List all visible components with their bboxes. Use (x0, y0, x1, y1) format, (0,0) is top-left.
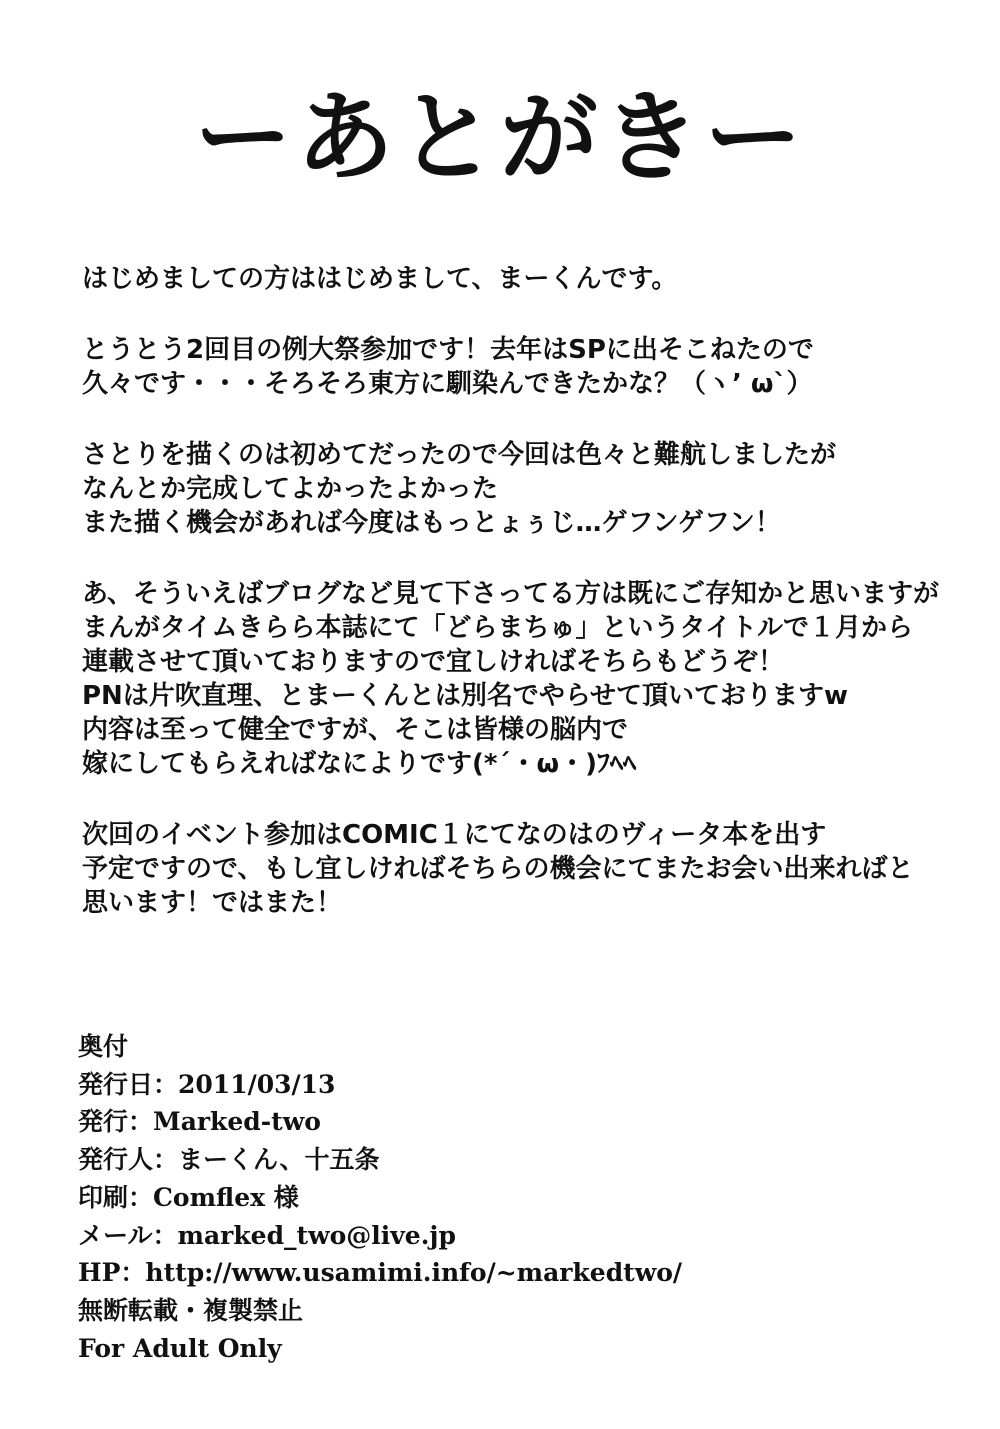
paragraph-serialization (82, 577, 962, 781)
text-line: また描く機会があれば今度はもっとょぅじ…ゲフンゲフン！ (82, 508, 781, 538)
colophon-heading: 奥付 (78, 1032, 129, 1061)
afterword-body (82, 262, 962, 920)
colophon-value: まーくん、十五条 (178, 1145, 380, 1175)
text-line: あ、そういえばブログなど見て下さってる方は既にご存知かと思いますが (82, 579, 939, 609)
text-line: 内容は至って健全ですが、そこは皆様の脳内で (82, 715, 629, 745)
text-line: とうとう2回目の例大祭参加です！去年はSPに出そこねたので (82, 335, 814, 365)
paragraph-greeting (82, 262, 962, 296)
colophon (78, 1028, 958, 1367)
text-line: 嫁にしてもらえればなによりです(*´・ω・)ﾌﾍﾍ (82, 749, 636, 779)
paragraph-next-event (82, 818, 962, 920)
paragraph-satori (82, 438, 962, 540)
colophon-printer (78, 1179, 958, 1217)
text-line: はじめましての方ははじめまして、まーくんです。 (82, 264, 678, 294)
colophon-homepage (78, 1254, 958, 1292)
colophon-label: HP： (78, 1258, 146, 1288)
colophon-publisher (78, 1103, 958, 1141)
colophon-label: メール： (78, 1220, 178, 1250)
text-line: なんとか完成してよかったよかった (82, 474, 499, 504)
colophon-issue-date (78, 1066, 958, 1104)
text-line: PNは片吹直理、とまーくんとは別名でやらせて頂いておりますw (82, 681, 849, 711)
text-line: 予定ですので、もし宜しければそちらの機会にてまたお会い出来ればと (82, 854, 914, 884)
text-line: 思います！ではまた！ (82, 888, 343, 918)
colophon-email-address: marked_two@live.jp (177, 1220, 456, 1250)
text-line: さとりを描くのは初めてだったので今回は色々と難航しましたが (82, 440, 837, 470)
text-line: 次回のイベント参加はCOMIC１にてなのはのヴィータ本を出す (82, 820, 827, 850)
colophon-issuers (78, 1141, 958, 1179)
colophon-notice: 無断転載・複製禁止 (78, 1295, 304, 1325)
colophon-label: 発行人： (78, 1145, 179, 1175)
colophon-value: Comflex 様 (153, 1182, 299, 1212)
text-line: まんがタイムきらら本誌にて「どらまちゅ」というタイトルで１月から (82, 613, 913, 643)
colophon-label: 発行日： (78, 1069, 179, 1099)
text-line: 久々です・・・そろそろ東方に馴染んできたかな？（ヽ’ ω`） (82, 369, 813, 399)
colophon-label: 発行： (78, 1107, 154, 1137)
text-line: 連載させて頂いておりますので宜しければそちらもどうぞ！ (82, 647, 785, 677)
colophon-value: 2011/03/13 (178, 1069, 336, 1099)
page-title: ーあとがきー (193, 80, 806, 195)
paragraph-event (82, 333, 962, 401)
colophon-rating: For Adult Only (78, 1333, 282, 1363)
colophon-label: 印刷： (78, 1182, 154, 1212)
colophon-homepage-url: http://www.usamimi.info/~markedtwo/ (145, 1258, 683, 1288)
colophon-value: Marked-two (153, 1107, 321, 1137)
colophon-email (78, 1217, 958, 1255)
